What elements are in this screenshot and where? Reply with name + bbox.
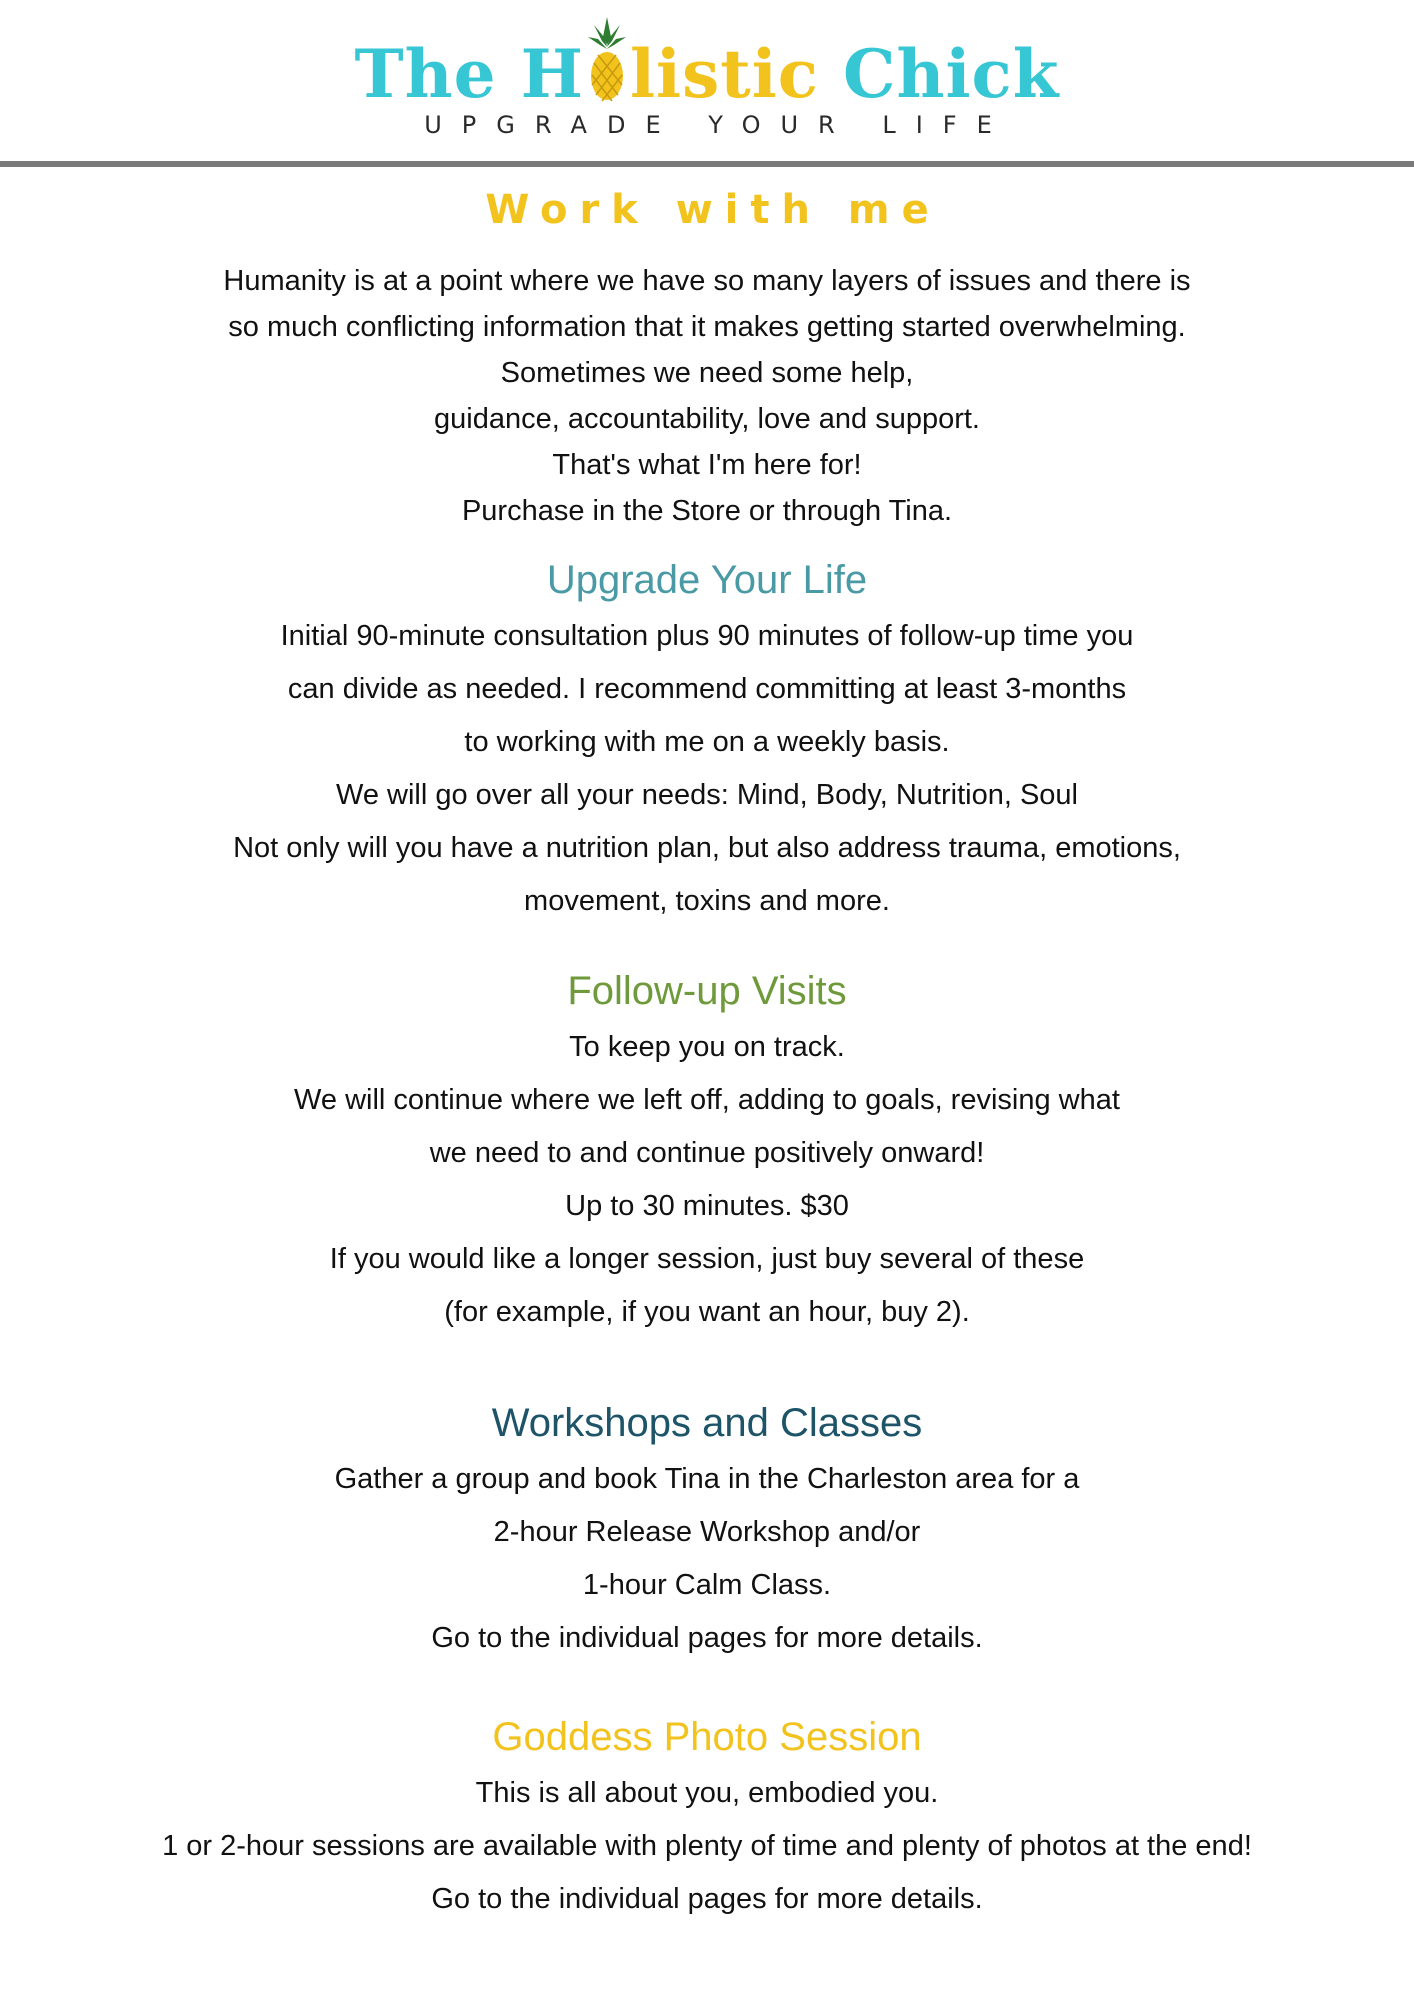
section-line: we need to and continue positively onward!: [429, 1137, 985, 1169]
section-line: Go to the individual pages for more details.: [431, 1883, 983, 1915]
section-line: We will continue where we left off, adding to goals, revising what: [294, 1084, 1120, 1116]
section-line: To keep you on track.: [569, 1031, 845, 1063]
logo-title-part1: The H: [354, 35, 584, 113]
section-workshops-and-classes: [0, 1393, 1414, 1665]
section-line: Gather a group and book Tina in the Charleston area for a: [334, 1463, 1080, 1495]
page-title: Work with me: [485, 187, 941, 233]
section-line: Go to the individual pages for more details.: [431, 1622, 983, 1654]
intro-line: so much conflicting information that it makes getting started overwhelming.: [228, 311, 1186, 343]
section-upgrade-your-life: [0, 550, 1414, 928]
logo-tagline: UPGRADE YOUR LIFE: [424, 111, 1012, 139]
section-follow-up-visits: [0, 961, 1414, 1339]
section-line: 1-hour Calm Class.: [582, 1569, 832, 1601]
logo-title-part3: Chick: [842, 35, 1060, 113]
section-line: If you would like a longer session, just buy several of these: [329, 1243, 1085, 1275]
section-line: Not only will you have a nutrition plan, but also address trauma, emotions,: [233, 832, 1181, 864]
section-line: Up to 30 minutes. $30: [565, 1190, 849, 1222]
section-line: can divide as needed. I recommend committing at least 3-months: [287, 673, 1127, 705]
header: [0, 0, 1414, 165]
section-line: 2-hour Release Workshop and/or: [493, 1516, 921, 1548]
section-title: Upgrade Your Life: [546, 558, 868, 602]
intro-line: Sometimes we need some help,: [500, 357, 914, 389]
section-goddess-photo-session: [0, 1707, 1414, 1926]
section-line: This is all about you, embodied you.: [475, 1777, 939, 1809]
header-divider: [0, 161, 1414, 167]
intro-line: Purchase in the Store or through Tina.: [461, 495, 953, 527]
section-line: Initial 90-minute consultation plus 90 minutes of follow-up time you: [280, 620, 1134, 652]
section-line: 1 or 2-hour sessions are available with plenty of time and plenty of photos at the end!: [162, 1830, 1252, 1862]
section-line: to working with me on a weekly basis.: [464, 726, 950, 758]
intro-line: Humanity is at a point where we have so many layers of issues and there is: [223, 265, 1191, 297]
section-line: movement, toxins and more.: [524, 885, 890, 917]
logo: [0, 34, 1414, 114]
section-title: Follow-up Visits: [567, 969, 847, 1013]
intro-paragraph: [0, 258, 1414, 534]
section-line: (for example, if you want an hour, buy 2).: [444, 1296, 970, 1328]
section-title: Goddess Photo Session: [492, 1715, 922, 1759]
intro-line: guidance, accountability, love and support.: [434, 403, 980, 435]
section-title: Workshops and Classes: [491, 1401, 923, 1445]
section-line: We will go over all your needs: Mind, Body, Nutrition, Soul: [336, 779, 1078, 811]
pineapple-icon: [584, 47, 630, 101]
logo-title-part2: listic: [629, 35, 819, 113]
intro-line: That's what I'm here for!: [552, 449, 862, 481]
